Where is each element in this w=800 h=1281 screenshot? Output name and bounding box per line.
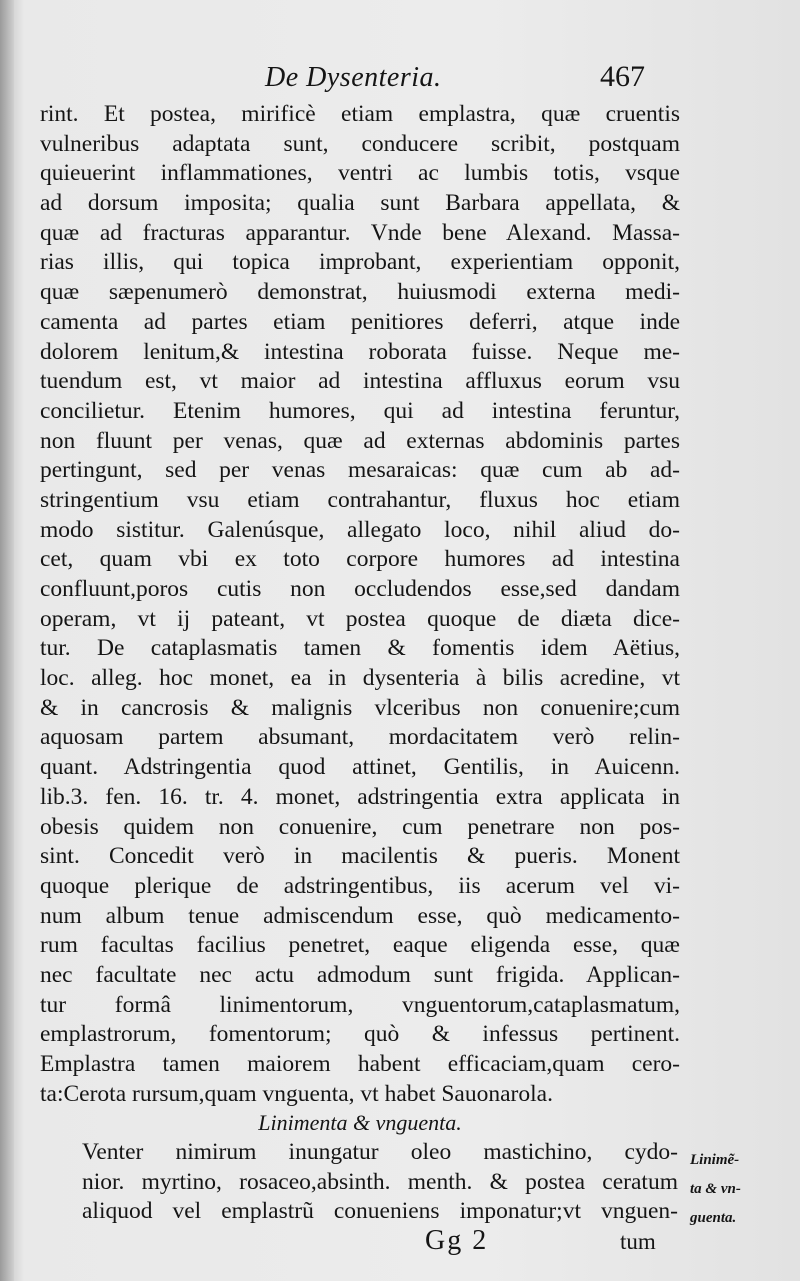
text-line: num album tenue admiscendum esse, quò medicamento- (40, 902, 680, 929)
text-line: aquosam partem absumant, mordacitatem verò relin- (40, 724, 680, 751)
text-line: aliquod vel emplastrũ conueniens imponatur;vt vnguen- (82, 1198, 678, 1225)
text-line: nec facultate nec actu admodum sunt frigida. Applican- (40, 961, 680, 988)
text-line: operam, vt ij pateant, vt postea quoque de diæta dice- (40, 605, 680, 632)
text-line: ta:Cerota rursum,quam vnguenta, vt habet Sauonarola. (40, 1080, 553, 1107)
text-line: Venter nimirum inungatur oleo mastichino, cydo- (82, 1139, 678, 1165)
section-subheading: Linimenta & vnguenta. (258, 1110, 462, 1135)
text-line: loc. alleg. hoc monet, ea in dysenteria à bilis acredine, vt (40, 665, 680, 692)
text-line: obesis quidem non conuenire, cum penetrare non pos- (40, 813, 680, 840)
text-line: stringentium vsu etiam contrahantur, fluxus hoc etiam (40, 486, 680, 513)
text-line: quieuerint inflammationes, ventri ac lumbis totis, vsque (40, 160, 680, 187)
running-title: De Dysenteria. (265, 62, 442, 93)
text-line: emplastrorum, fomentorum; quò & infessus pertinent. (40, 1021, 680, 1048)
signature-mark: Gg 2 (425, 1225, 489, 1256)
page-footer (0, 1225, 800, 1265)
text-line: modo sistitur. Galenúsque, allegato loco, nihil aliud do- (40, 516, 680, 543)
second-text-block (82, 1138, 678, 1227)
text-line: rum facultas facilius penetret, eaque eligenda esse, quæ (40, 932, 680, 959)
text-line: confluunt,poros cutis non occludendos esse,sed dandam (40, 576, 680, 602)
text-line: tur formâ linimentorum, vnguentorum,cataplasmatum, (40, 991, 680, 1018)
text-line: pertingunt, sed per venas mesaraicas: quæ cum ab ad- (40, 457, 680, 484)
margin-note-line: ta & vn- (690, 1181, 741, 1197)
text-line: & in cancrosis & malignis vlceribus non conuenire;cum (40, 694, 680, 721)
margin-note-line: guenta. (690, 1210, 737, 1226)
page-gutter-shadow (0, 0, 14, 1281)
text-line: Emplastra tamen maiorem habent efficaciam,quam cero- (40, 1051, 680, 1077)
text-line: sint. Concedit verò in macilentis & pueris. Monent (40, 843, 680, 870)
text-line: quoque plerique de adstringentibus, iis acerum vel vi- (40, 872, 680, 899)
text-line: vulneribus adaptata sunt, conducere scribit, postquam (40, 130, 680, 157)
text-line: concilietur. Etenim humores, qui ad intestina feruntur, (40, 397, 680, 424)
text-line: tur. De cataplasmatis tamen & fomentis idem Aëtius, (40, 635, 680, 662)
text-line: tuendum est, vt maior ad intestina affluxus eorum vsu (40, 368, 680, 395)
text-line: rint. Et postea, mirificè etiam emplastra, quæ cruentis (40, 101, 680, 127)
text-line: ad dorsum imposita; qualia sunt Barbara appellata, & (40, 190, 680, 217)
text-line: camenta ad partes etiam penitiores deferri, atque inde (40, 308, 680, 335)
text-line: lib.3. fen. 16. tr. 4. monet, adstringentia extra applicata in (40, 783, 680, 810)
margin-note-line: Linimẽ- (690, 1152, 740, 1168)
text-line: nior. myrtino, rosaceo,absinth. menth. & postea ceratum (82, 1168, 678, 1195)
text-line: quant. Adstringentia quod attinet, Gentilis, in Auicenn. (40, 754, 680, 781)
text-line: quæ sæpenumerò demonstrat, huiusmodi externa medi- (40, 279, 680, 306)
catchword: tum (620, 1229, 656, 1254)
text-line: non fluunt per venas, quæ ad externas abdominis partes (40, 427, 680, 454)
page-number: 467 (600, 60, 645, 93)
text-line: quæ ad fracturas apparantur. Vnde bene Alexand. Massa- (40, 219, 680, 246)
text-line: dolorem lenitum,& intestina roborata fuisse. Neque me- (40, 338, 680, 365)
text-line: rias illis, qui topica improbant, experientiam opponit, (40, 249, 680, 276)
margin-note (690, 1146, 790, 1233)
main-text-block (40, 100, 680, 1109)
text-line: cet, quam vbi ex toto corpore humores ad intestina (40, 546, 680, 573)
page-header (0, 60, 800, 100)
